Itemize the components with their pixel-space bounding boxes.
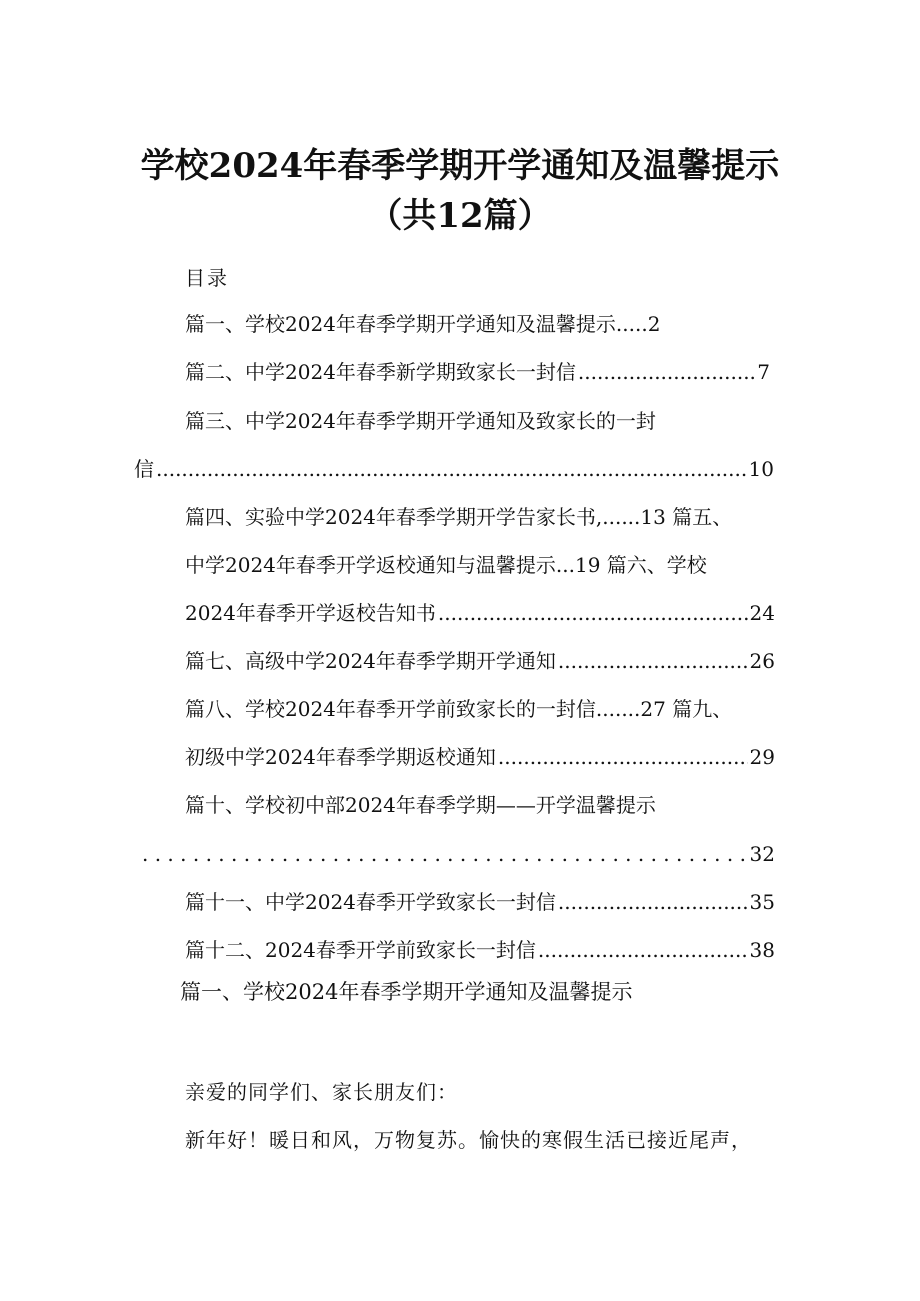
toc-leader-dots	[558, 646, 748, 676]
toc-heading: 目录	[185, 266, 229, 290]
toc-entry-page: 35	[749, 890, 775, 914]
toc-entry-page: 29	[749, 745, 775, 769]
toc-entry-text: 2024年春季开学返校告知书	[185, 601, 436, 625]
toc-entry-page: 26	[749, 649, 775, 673]
toc-entry-text: 篇二、中学2024年春季新学期致家长一封信	[185, 360, 576, 384]
toc-entry-3[interactable]	[185, 406, 785, 436]
document-title: 学校2024年春季学期开学通知及温馨提示	[140, 146, 780, 186]
toc-entry-text: 篇四、实验中学2024年春季学期开学告家长书,......13 篇五、	[185, 505, 733, 529]
greeting-text: 亲爱的同学们、家长朋友们：	[185, 1080, 458, 1104]
toc-entry-text: 篇十一、中学2024春季开学致家长一封信	[185, 890, 556, 914]
toc-entry-3-continued[interactable]	[134, 454, 774, 484]
toc-entry-9[interactable]	[185, 742, 775, 772]
section-heading: 篇一、学校2024年春季学期开学通知及温馨提示	[180, 980, 633, 1004]
toc-entry-text: 篇十二、2024春季开学前致家长一封信	[185, 938, 536, 962]
body-paragraph: 新年好！暖日和风，万物复苏。愉快的寒假生活已接近尾声，	[185, 1128, 752, 1152]
toc-entry-10-continued[interactable]	[140, 839, 775, 869]
toc-entry-12[interactable]	[185, 935, 775, 965]
toc-entry-11[interactable]	[185, 887, 775, 917]
toc-entry-7[interactable]	[185, 646, 775, 676]
toc-entry-text: 篇一、学校2024年春季学期开学通知及温馨提示	[185, 312, 616, 336]
toc-entry-page: 7	[757, 360, 770, 384]
toc-entry-text: 初级中学2024年春季学期返校通知	[185, 745, 496, 769]
toc-entry-10[interactable]	[185, 790, 785, 820]
toc-entry-page: 24	[749, 601, 775, 625]
toc-leader-dots	[578, 357, 755, 387]
toc-entry-text: 篇八、学校2024年春季开学前致家长的一封信.......27 篇九、	[185, 697, 733, 721]
toc-leader-dots	[558, 887, 748, 917]
toc-leader-dots	[156, 454, 747, 484]
toc-entry-5[interactable]	[185, 550, 805, 580]
toc-leader-dots	[538, 935, 748, 965]
toc-entry-text: 篇三、中学2024年春季学期开学通知及致家长的一封	[185, 409, 656, 433]
document-subtitle: （共12篇）	[368, 196, 552, 236]
toc-entry-1[interactable]	[185, 309, 725, 339]
toc-entry-6[interactable]	[185, 598, 775, 628]
toc-entry-text: 篇七、高级中学2024年春季学期开学通知	[185, 649, 556, 673]
toc-leader-dots	[142, 839, 748, 869]
toc-leader-dots	[438, 598, 748, 628]
toc-entry-2[interactable]	[185, 357, 770, 387]
toc-entry-text: 篇十、学校初中部2024年春季学期——开学温馨提示	[185, 793, 656, 817]
toc-entry-8[interactable]	[185, 694, 805, 724]
toc-entry-text: 信	[134, 457, 154, 481]
toc-leader-dots	[498, 742, 748, 772]
toc-entry-4[interactable]	[185, 502, 805, 532]
toc-entry-page: 32	[749, 842, 775, 866]
toc-entry-page: .....2	[615, 312, 661, 336]
toc-entry-text: 中学2024年春季开学返校通知与温馨提示...19 篇六、学校	[185, 553, 707, 577]
toc-entry-page: 38	[749, 938, 775, 962]
toc-entry-page: 10	[748, 457, 774, 481]
